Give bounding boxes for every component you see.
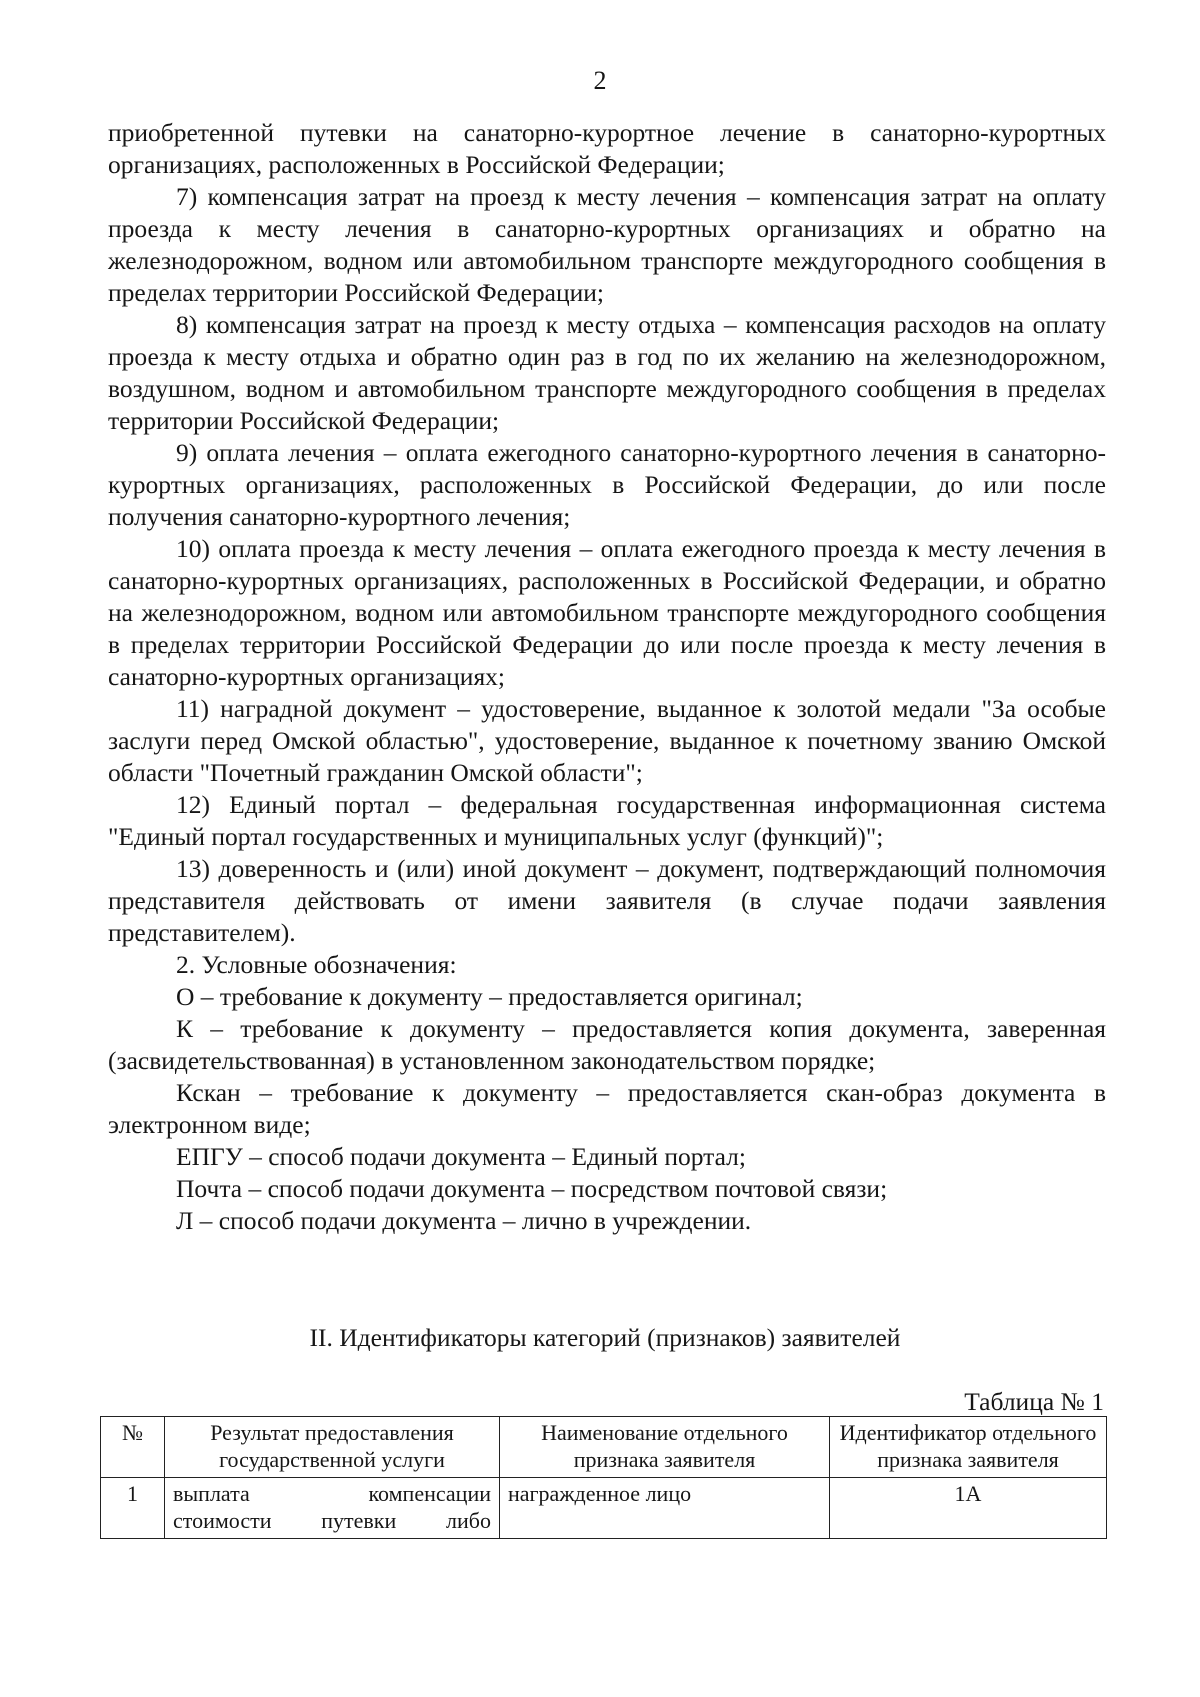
paragraph: 11) наградной документ – удостоверение, выданное к золотой медали "За особые заслуги перед Омской областью", удостоверение, выданное к почетному званию Омской области "Почетный гражданин Омской области";	[108, 694, 1106, 787]
column-header-number: №	[101, 1417, 165, 1478]
paragraph: 8) компенсация затрат на проезд к месту отдыха – компенсация расходов на оплату проезда к месту отдыха и обратно один раз в год по их желанию на железнодорожном, воздушном, водном и автомобильном транспорте междугородного сообщения в пределах территории Российской Федерации;	[108, 310, 1106, 435]
cell-feature-name: награжденное лицо	[500, 1478, 830, 1539]
legend-item: Почта – способ подачи документа – посредством почтовой связи;	[176, 1174, 888, 1203]
column-header-feature-id: Идентификатор отдельного признака заявителя	[830, 1417, 1107, 1478]
legend-item: О – требование к документу – предоставляется оригинал;	[176, 982, 803, 1011]
table-row	[101, 1478, 1107, 1539]
paragraph: 7) компенсация затрат на проезд к месту лечения – компенсация затрат на оплату проезда к месту лечения в санаторно-курортных организациях и обратно на железнодорожном, водном или автомобильном транспорте междугородного сообщения в пределах территории Российской Федерации;	[108, 182, 1106, 307]
paragraph: 12) Единый портал – федеральная государственная информационная система "Единый портал государственных и муниципальных услуг (функций)";	[108, 790, 1106, 851]
cell-feature-id: 1А	[830, 1478, 1107, 1539]
table-caption: Таблица № 1	[964, 1387, 1104, 1416]
table-header-row	[101, 1417, 1107, 1478]
paragraph: 9) оплата лечения – оплата ежегодного санаторно-курортного лечения в санаторно-курортных организациях, расположенных в Российской Федерации, до или после получения санаторно-курортного лечения;	[108, 438, 1106, 531]
page-number: 2	[593, 66, 607, 95]
legend-item: Л – способ подачи документа – лично в учреждении.	[176, 1206, 752, 1235]
legend-item: Кскан – требование к документу – предоставляется скан-образ документа в электронном виде;	[108, 1078, 1106, 1139]
column-header-result: Результат предоставления государственной услуги	[165, 1417, 500, 1478]
cell-result	[165, 1478, 500, 1539]
identifiers-table	[100, 1416, 1107, 1539]
paragraph: 13) доверенность и (или) иной документ – документ, подтверждающий полномочия представителя действовать от имени заявителя (в случае подачи заявления представителем).	[108, 854, 1106, 947]
cell-result-line: выплата компенсации	[173, 1481, 491, 1506]
section-heading: II. Идентификаторы категорий (признаков) заявителей	[309, 1323, 901, 1352]
legend-heading: 2. Условные обозначения:	[176, 950, 457, 979]
document-body	[108, 117, 1106, 1237]
legend-item: ЕПГУ – способ подачи документа – Единый портал;	[176, 1142, 746, 1171]
column-header-feature-name: Наименование отдельного признака заявителя	[500, 1417, 830, 1478]
paragraph: приобретенной путевки на санаторно-курортное лечение в санаторно-курортных организациях, расположенных в Российской Федерации;	[108, 118, 1106, 179]
cell-number: 1	[101, 1478, 165, 1539]
cell-result-line: стоимости путевки либо	[173, 1508, 491, 1533]
paragraph: 10) оплата проезда к месту лечения – оплата ежегодного проезда к месту лечения в санаторно-курортных организациях, расположенных в Российской Федерации, и обратно на железнодорожном, водном или автомобильном транспорте междугородного сообщения в пределах территории Российской Федерации до или после проезда к месту лечения в санаторно-курортных организациях;	[108, 534, 1106, 691]
legend-item: К – требование к документу – предоставляется копия документа, заверенная (засвидетельствованная) в установленном законодательством порядке;	[108, 1014, 1106, 1075]
